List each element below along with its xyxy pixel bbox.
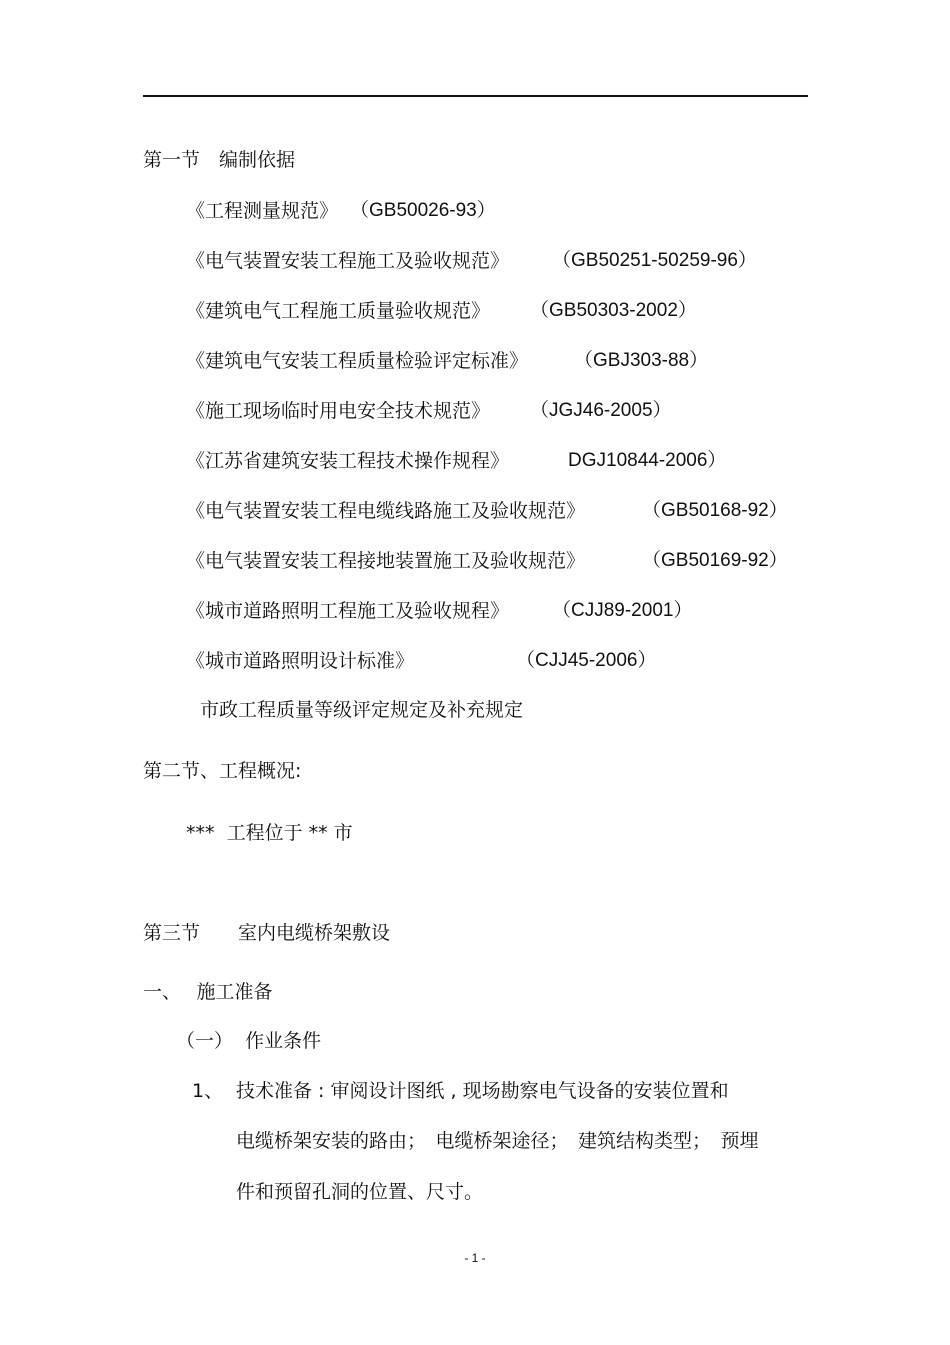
reference-code: DGJ10844-2006） [568, 450, 727, 471]
overview-text: *** 工程位于 ** 市 [186, 822, 353, 844]
outline-level1: 一、 施工准备 [143, 981, 273, 1003]
reference-code: （GBJ303-88） [574, 350, 709, 371]
reference-code: （GB50168-92） [642, 500, 788, 521]
list-item-number: 1、 [192, 1080, 224, 1102]
page-number: - 1 - [464, 1251, 486, 1265]
reference-item [186, 599, 693, 623]
reference-item [186, 349, 709, 373]
reference-item [186, 549, 788, 573]
list-item-text: 技术准备 : 审阅设计图纸 , 现场勘察电气设备的安装位置和 [236, 1080, 729, 1102]
reference-name: 《电气装置安装工程施工及验收规范》 [186, 250, 510, 272]
reference-item [186, 499, 788, 523]
reference-item [186, 649, 657, 673]
section-title-cable-tray: 第三节 室内电缆桥架敷设 [143, 922, 391, 944]
extra-reference: 市政工程质量等级评定规定及补充规定 [200, 699, 524, 721]
reference-code: （GB50303-2002） [530, 300, 697, 321]
header-rule [143, 95, 808, 97]
reference-item [186, 299, 697, 323]
reference-name: 《建筑电气工程施工质量验收规范》 [186, 300, 491, 322]
reference-item [186, 399, 672, 423]
reference-code: （CJJ45-2006） [516, 650, 657, 671]
section-title-basis: 第一节 编制依据 [143, 149, 296, 171]
reference-name: 《江苏省建筑安装工程技术操作规程》 [186, 450, 510, 472]
outline-level2: （一） 作业条件 [176, 1030, 322, 1052]
reference-code: （GB50251-50259-96） [552, 250, 757, 271]
reference-name: 《建筑电气安装工程质量检验评定标准》 [186, 350, 529, 372]
reference-item [186, 449, 727, 473]
reference-code: （CJJ89-2001） [552, 600, 693, 621]
reference-item [186, 249, 757, 273]
reference-code: （GB50026-93） [350, 200, 496, 221]
reference-name: 《施工现场临时用电安全技术规范》 [186, 400, 491, 422]
reference-name: 《工程测量规范》 [186, 200, 339, 222]
section-title-overview: 第二节、工程概况: [143, 760, 302, 782]
reference-code: （JGJ46-2005） [530, 400, 672, 421]
reference-name: 《电气装置安装工程接地装置施工及验收规范》 [186, 550, 586, 572]
reference-item [186, 199, 496, 223]
reference-name: 《电气装置安装工程电缆线路施工及验收规范》 [186, 500, 586, 522]
list-item-text: 件和预留孔洞的位置、尺寸。 [236, 1181, 484, 1203]
list-item-text: 电缆桥架安装的路由； 电缆桥架途径； 建筑结构类型； 预埋 [236, 1130, 759, 1152]
reference-name: 《城市道路照明设计标准》 [186, 650, 415, 672]
reference-code: （GB50169-92） [642, 550, 788, 571]
reference-name: 《城市道路照明工程施工及验收规程》 [186, 600, 510, 622]
